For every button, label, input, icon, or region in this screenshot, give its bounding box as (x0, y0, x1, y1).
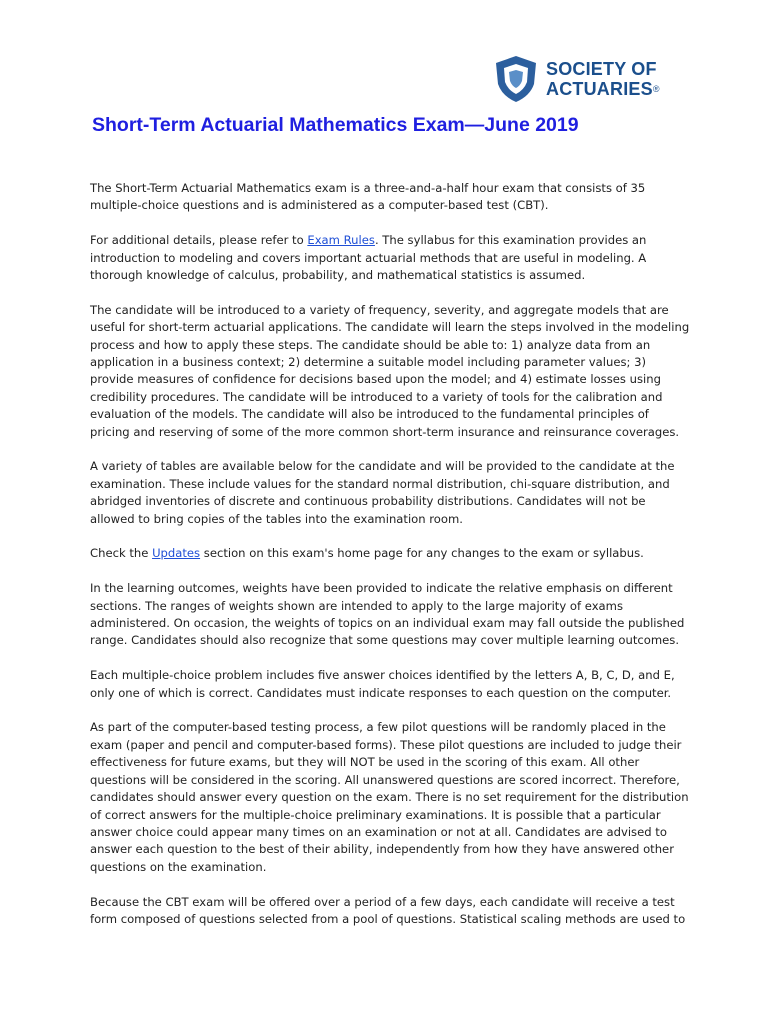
document-body (90, 180, 690, 946)
paragraph-details (90, 232, 690, 284)
paragraph-details-rest: . The syllabus for this examination provides an introduction to modeling and covers important actuarial methods that are useful in modeling. A thorough knowledge of calculus, probability, and mathematical statistics is assumed. (90, 233, 647, 283)
registered-mark: ® (652, 84, 660, 94)
paragraph-cbt: Because the CBT exam will be offered over a period of a few days, each candidate will receive a test form composed of questions selected from a pool of questions. Statistical scaling methods are used to (90, 894, 686, 926)
paragraph-updates-lead: Check the (90, 546, 153, 561)
soa-logo (494, 54, 660, 104)
paragraph-pilot-questions: As part of the computer-based testing process, a few pilot questions will be randomly placed in the exam (paper and pencil and computer-based forms). These pilot questions are included to judge their effectiveness for future exams, but they will NOT be used in the scoring of this exam. All other questions will be considered in the scoring. All unanswered questions are scored incorrect. Therefore, candidates should answer every question on the exam. There is no set requirement for the distribution of correct answers for the multiple-choice preliminary examinations. It is possible that a particular answer choice could appear many times on an examination or not at all. Candidates are advised to answer each question to the best of their ability, independently from how they have answered other questions on the examination. (90, 720, 689, 874)
paragraph-updates (90, 545, 690, 562)
paragraph-updates-rest: section on this exam's home page for any changes to the exam or syllabus. (200, 546, 644, 561)
updates-link[interactable]: Updates (152, 546, 201, 561)
paragraph-tables: A variety of tables are available below for the candidate and will be provided to the candidate at the examination. These include values for the standard normal distribution, chi-square distribution, and abridged inventories of discrete and continuous probability distributions. Candidates will not be allowed to bring copies of the tables into the examination room. (90, 459, 675, 526)
paragraph-candidate: The candidate will be introduced to a variety of frequency, severity, and aggregate models that are useful for short-term actuarial applications. The candidate will learn the steps involved in the modeling process and how to apply these steps. The candidate should be able to: 1) analyze data from an application in a business context; 2) determine a suitable model including parameter values; 3) provide measures of confidence for decisions based upon the model; and 4) estimate losses using credibility procedures. The candidate will be introduced to a variety of tools for the calibration and evaluation of the models. The candidate will also be introduced to the fundamental principles of pricing and reserving of some of the more common short-term insurance and reinsurance coverages. (90, 302, 690, 439)
paragraph-details-lead: For additional details, please refer to (90, 233, 308, 248)
shield-icon (494, 54, 538, 104)
logo-line1: SOCIETY OF (546, 59, 657, 79)
exam-rules-link[interactable]: Exam Rules (307, 233, 375, 248)
paragraph-multiple-choice: Each multiple-choice problem includes five answer choices identified by the letters A, B, C, D, and E, only one of which is correct. Candidates must indicate responses to each question on the computer. (90, 668, 675, 700)
page-title: Short-Term Actuarial Mathematics Exam—June 2019 (92, 114, 579, 136)
logo-line2: ACTUARIES (546, 79, 653, 99)
paragraph-weights: In the learning outcomes, weights have been provided to indicate the relative emphasis on different sections. The ranges of weights shown are intended to apply to the large majority of exams administered. On occasion, the weights of topics on an individual exam may fall outside the published range. Candidates should also recognize that some questions may cover multiple learning outcomes. (90, 581, 685, 648)
logo-wordmark (546, 59, 660, 99)
paragraph-intro: The Short-Term Actuarial Mathematics exam is a three-and-a-half hour exam that consists of 35 multiple-choice questions and is administered as a computer-based test (CBT). (90, 181, 646, 213)
